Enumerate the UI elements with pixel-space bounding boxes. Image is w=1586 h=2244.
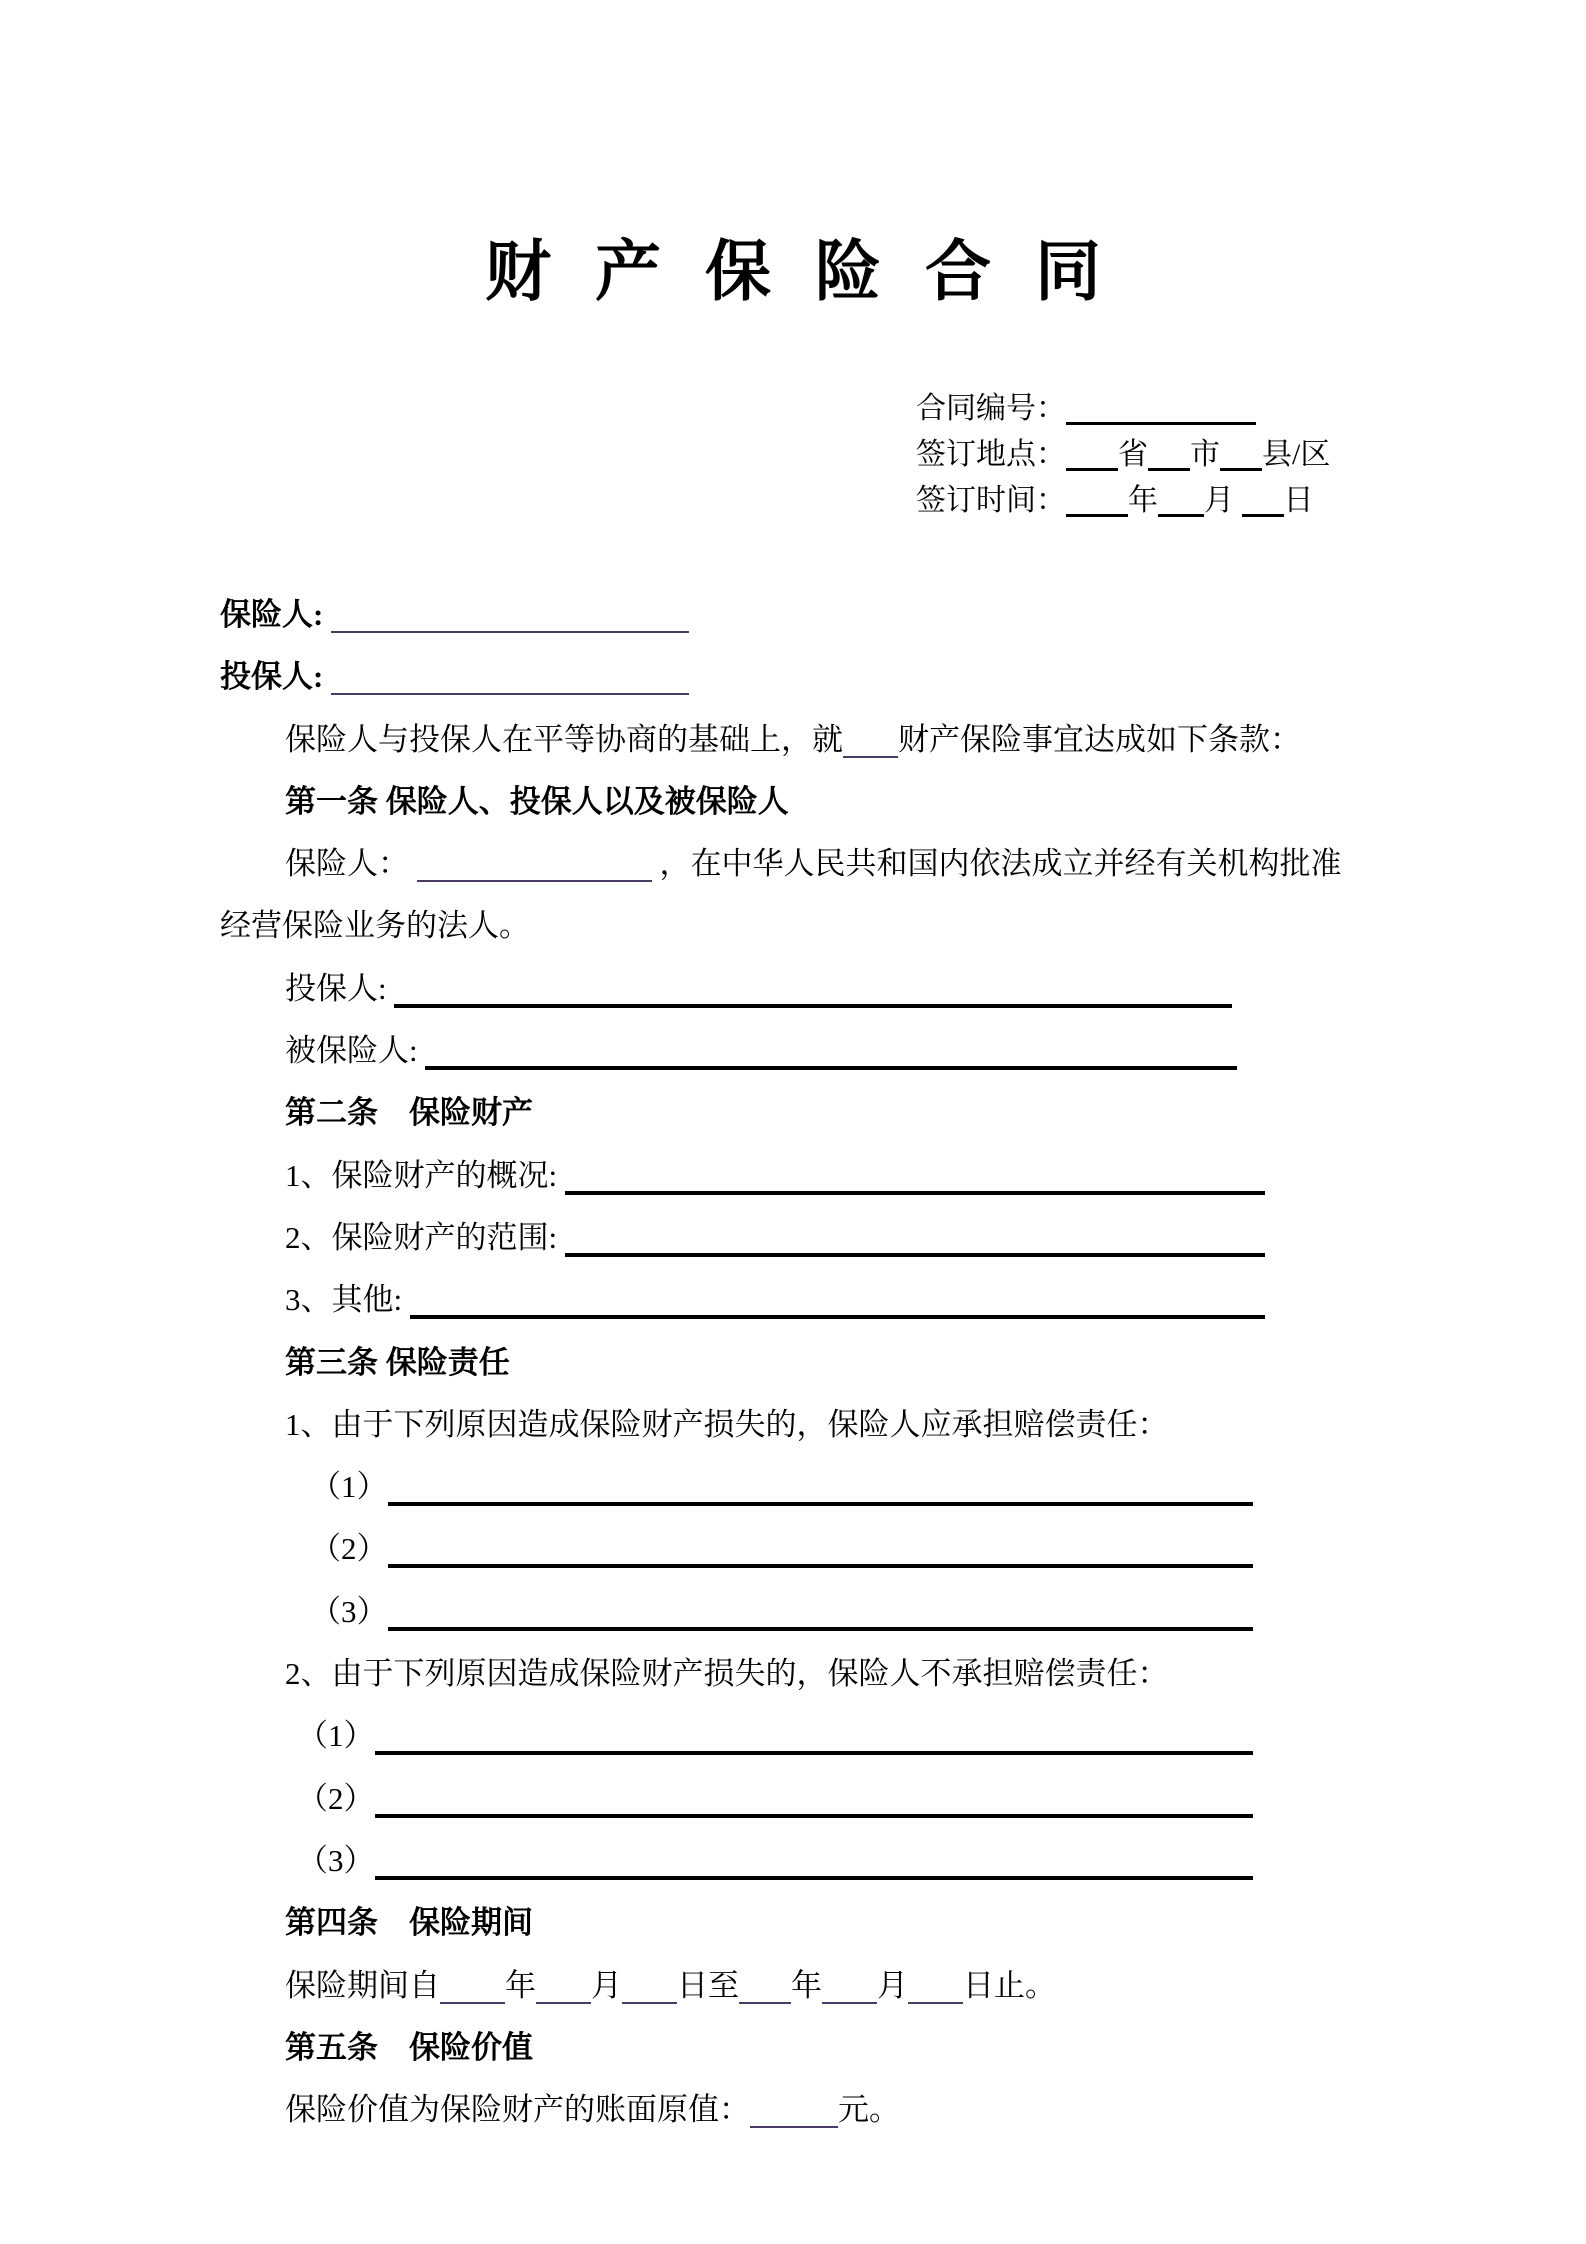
text-segment: 3、其他: (285, 1282, 410, 1318)
property-other-blank[interactable] (410, 1283, 1265, 1319)
text-segment: 保险人: (220, 597, 332, 632)
text-segment: 第五条 保险价值 (285, 2029, 533, 2065)
text-segment: 月 (877, 1967, 908, 2003)
property-scope-blank[interactable] (565, 1221, 1265, 1257)
text-segment: 1、由于下列原因造成保险财产损失的，保险人应承担赔偿责任： (285, 1406, 1169, 1442)
insurer-field (220, 584, 1342, 646)
text-segment: （3） (310, 1593, 388, 1629)
insurer-name-blank[interactable] (331, 599, 689, 633)
text-segment: 2、保险财产的范围: (285, 1219, 565, 1255)
text-segment: 合同编号： (916, 392, 1066, 425)
clause-3-liability-item-2 (220, 1518, 1342, 1580)
clause-2-item-1 (220, 1145, 1342, 1207)
start-month-blank[interactable] (536, 1970, 591, 2004)
text-segment: （2） (310, 1531, 388, 1567)
text-segment: （1） (297, 1718, 375, 1754)
text-segment: （2） (297, 1780, 375, 1816)
start-day-blank[interactable] (622, 1970, 677, 2004)
text-segment: 签订地点： (916, 438, 1066, 471)
book-value-blank[interactable] (750, 2094, 838, 2128)
preamble-paragraph (220, 709, 1342, 771)
text-segment: 经营保险业务的法人。 (220, 908, 530, 944)
text-segment: 保险价值为保险财产的账面原值： (285, 2092, 750, 2128)
text-segment: 县/区 (1262, 438, 1331, 471)
clause-1-insurer-line (220, 833, 1342, 895)
liability-cause-1-blank[interactable] (388, 1470, 1253, 1506)
clause-5-value-line (220, 2079, 1342, 2141)
text-segment: 保险人： (285, 846, 417, 882)
contract-number-line (916, 386, 1330, 432)
exclusion-cause-3-blank[interactable] (375, 1844, 1253, 1880)
contract-meta-block (916, 386, 1330, 524)
city-blank[interactable] (1148, 440, 1190, 471)
text-segment: 1、保险财产的概况: (285, 1157, 565, 1193)
text-segment: 月 (591, 1967, 622, 2003)
exclusion-cause-2-blank[interactable] (375, 1782, 1253, 1818)
contract-number-blank[interactable] (1066, 394, 1256, 425)
clause-1-insurer-continuation (220, 895, 1342, 957)
text-segment: 投保人: (220, 659, 332, 695)
text-segment: 第二条 保险财产 (285, 1095, 533, 1131)
text-segment: 投保人: (285, 970, 395, 1006)
clause-3-heading (220, 1332, 1342, 1394)
text-segment: 日止。 (963, 1967, 1056, 2003)
text-segment: 签订时间： (916, 484, 1066, 517)
clause-2-item-3 (220, 1269, 1342, 1331)
end-month-blank[interactable] (822, 1970, 877, 2004)
policyholder-name-blank[interactable] (331, 661, 689, 695)
text-segment: 月 (1204, 484, 1242, 517)
month-blank[interactable] (1158, 486, 1204, 517)
policyholder-field (220, 646, 1342, 708)
text-segment: 日至 (677, 1967, 739, 2003)
clause-3-exclusion-item-3 (220, 1830, 1342, 1892)
end-day-blank[interactable] (908, 1970, 963, 2004)
clause-1-policyholder-line (220, 958, 1342, 1020)
clause-3-liability-item-1 (220, 1456, 1342, 1518)
property-overview-blank[interactable] (565, 1159, 1265, 1195)
text-segment: 元。 (838, 2092, 900, 2128)
day-blank[interactable] (1242, 486, 1284, 517)
clause-2-item-2 (220, 1207, 1342, 1269)
text-segment: 被保险人: (285, 1033, 426, 1069)
text-segment: 2、由于下列原因造成保险财产损失的，保险人不承担赔偿责任： (285, 1656, 1169, 1692)
text-segment: 保险期间自 (285, 1967, 440, 2003)
text-segment: 市 (1190, 438, 1220, 471)
year-blank[interactable] (1066, 486, 1128, 517)
sign-date-line (916, 478, 1330, 524)
text-segment: 保险人与投保人在平等协商的基础上，就 (285, 721, 843, 757)
subject-blank[interactable] (843, 724, 898, 758)
county-blank[interactable] (1220, 440, 1262, 471)
clause-5-heading (220, 2017, 1342, 2079)
text-segment: （3） (297, 1842, 375, 1878)
clause1-policyholder-blank[interactable] (394, 972, 1232, 1008)
liability-cause-3-blank[interactable] (388, 1595, 1253, 1631)
clause-3-paragraph-1 (220, 1394, 1342, 1456)
liability-cause-2-blank[interactable] (388, 1532, 1253, 1568)
text-segment: ，在中华人民共和国内依法成立并经有关机构批准 (651, 846, 1342, 882)
clause1-insured-blank[interactable] (425, 1034, 1237, 1070)
clause-1-heading (220, 771, 1342, 833)
clause-4-period-line (220, 1955, 1342, 2017)
text-segment: 第一条 保险人、投保人以及被保险人 (285, 783, 789, 819)
clause-4-heading (220, 1892, 1342, 1954)
clause1-insurer-blank[interactable] (417, 848, 652, 882)
text-segment: 财产保险事宜达成如下条款： (898, 721, 1301, 757)
clause-3-liability-item-3 (220, 1581, 1342, 1643)
text-segment: 省 (1118, 438, 1148, 471)
contract-body (220, 584, 1342, 2141)
text-segment: 年 (1128, 484, 1158, 517)
text-segment: 年 (791, 1967, 822, 2003)
start-year-blank[interactable] (440, 1970, 505, 2004)
clause-2-heading (220, 1082, 1342, 1144)
text-segment: 日 (1283, 484, 1314, 517)
sign-place-line (916, 432, 1330, 478)
text-segment: 第四条 保险期间 (285, 1905, 533, 1941)
exclusion-cause-1-blank[interactable] (375, 1719, 1253, 1755)
end-year-blank[interactable] (739, 1970, 791, 2004)
text-segment: 第三条 保险责任 (285, 1344, 510, 1380)
page-title: 财产保险合同 (485, 236, 1145, 309)
clause-3-exclusion-item-1 (220, 1705, 1342, 1767)
clause-1-insured-line (220, 1020, 1342, 1082)
province-blank[interactable] (1066, 440, 1118, 471)
clause-3-paragraph-2 (220, 1643, 1342, 1705)
text-segment: （1） (310, 1469, 388, 1505)
text-segment: 年 (505, 1967, 536, 2003)
clause-3-exclusion-item-2 (220, 1768, 1342, 1830)
